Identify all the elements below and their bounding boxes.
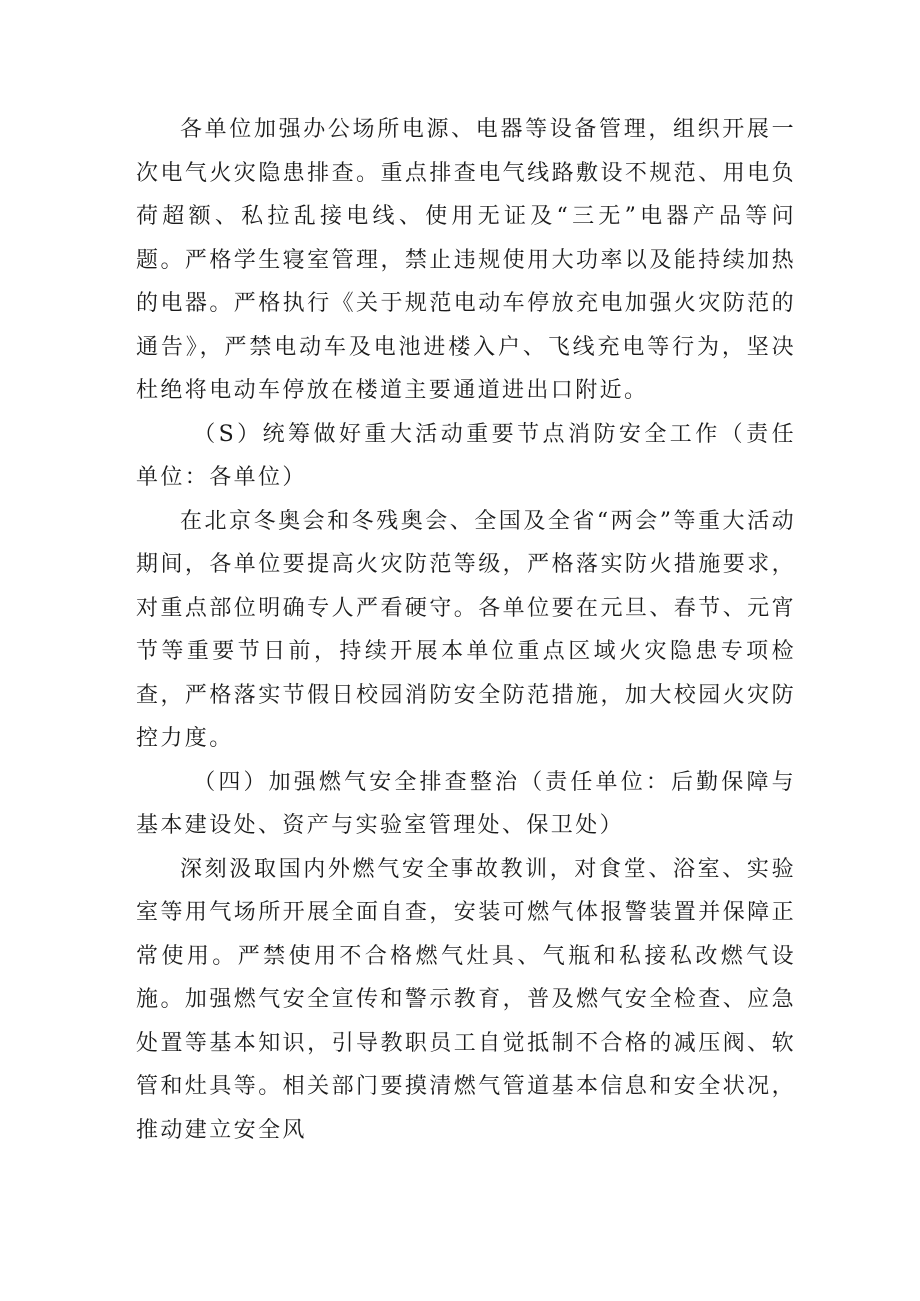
paragraph-gas-safety: 深刻汲取国内外燃气安全事故教训，对食堂、浴室、实验室等用气场所开展全面自查，安装可燃气体报警装置并保障正常使用。严禁使用不合格燃气灶具、气瓶和私接私改燃气设施。加强燃气安全宣传和警示教育，普及燃气安全检查、应急处置等基本知识，引导教职员工自觉抵制不合格的减压阀、软管和灶具等。相关部门要摸清燃气管道基本信息和安全状况，推动建立安全风 [136,856,796,1143]
document-body [136,108,796,1152]
paragraph-major-events: 在北京冬奥会和冬残奥会、全国及全省“两会”等重大活动期间，各单位要提高火灾防范等级，严格落实防火措施要求，对重点部位明确专人严看硬守。各单位要在元旦、春节、元宵节等重要节日前，持续开展本单位重点区域火灾隐患专项检查，严格落实节假日校园消防安全防范措施，加大校园火灾防控力度。 [136,508,796,751]
paragraph-electrical-management: 各单位加强办公场所电源、电器等设备管理，组织开展一次电气火灾隐患排查。重点排查电气线路敷设不规范、用电负荷超额、私拉乱接电线、使用无证及“三无”电器产品等问题。严格学生寝室管理，禁止违规使用大功率以及能持续加热的电器。严格执行《关于规范电动车停放充电加强火灾防范的通告》，严禁电动车及电池进楼入户、飞线充电等行为，坚决杜绝将电动车停放在楼道主要通道进出口附近。 [136,117,796,403]
section-heading-gas-safety: （四）加强燃气安全排查整治（责任单位：后勤保障与基本建设处、资产与实验室管理处、保卫处） [136,769,796,838]
section-heading-major-events: （S）统筹做好重大活动重要节点消防安全工作（责任单位：各单位） [136,421,796,490]
